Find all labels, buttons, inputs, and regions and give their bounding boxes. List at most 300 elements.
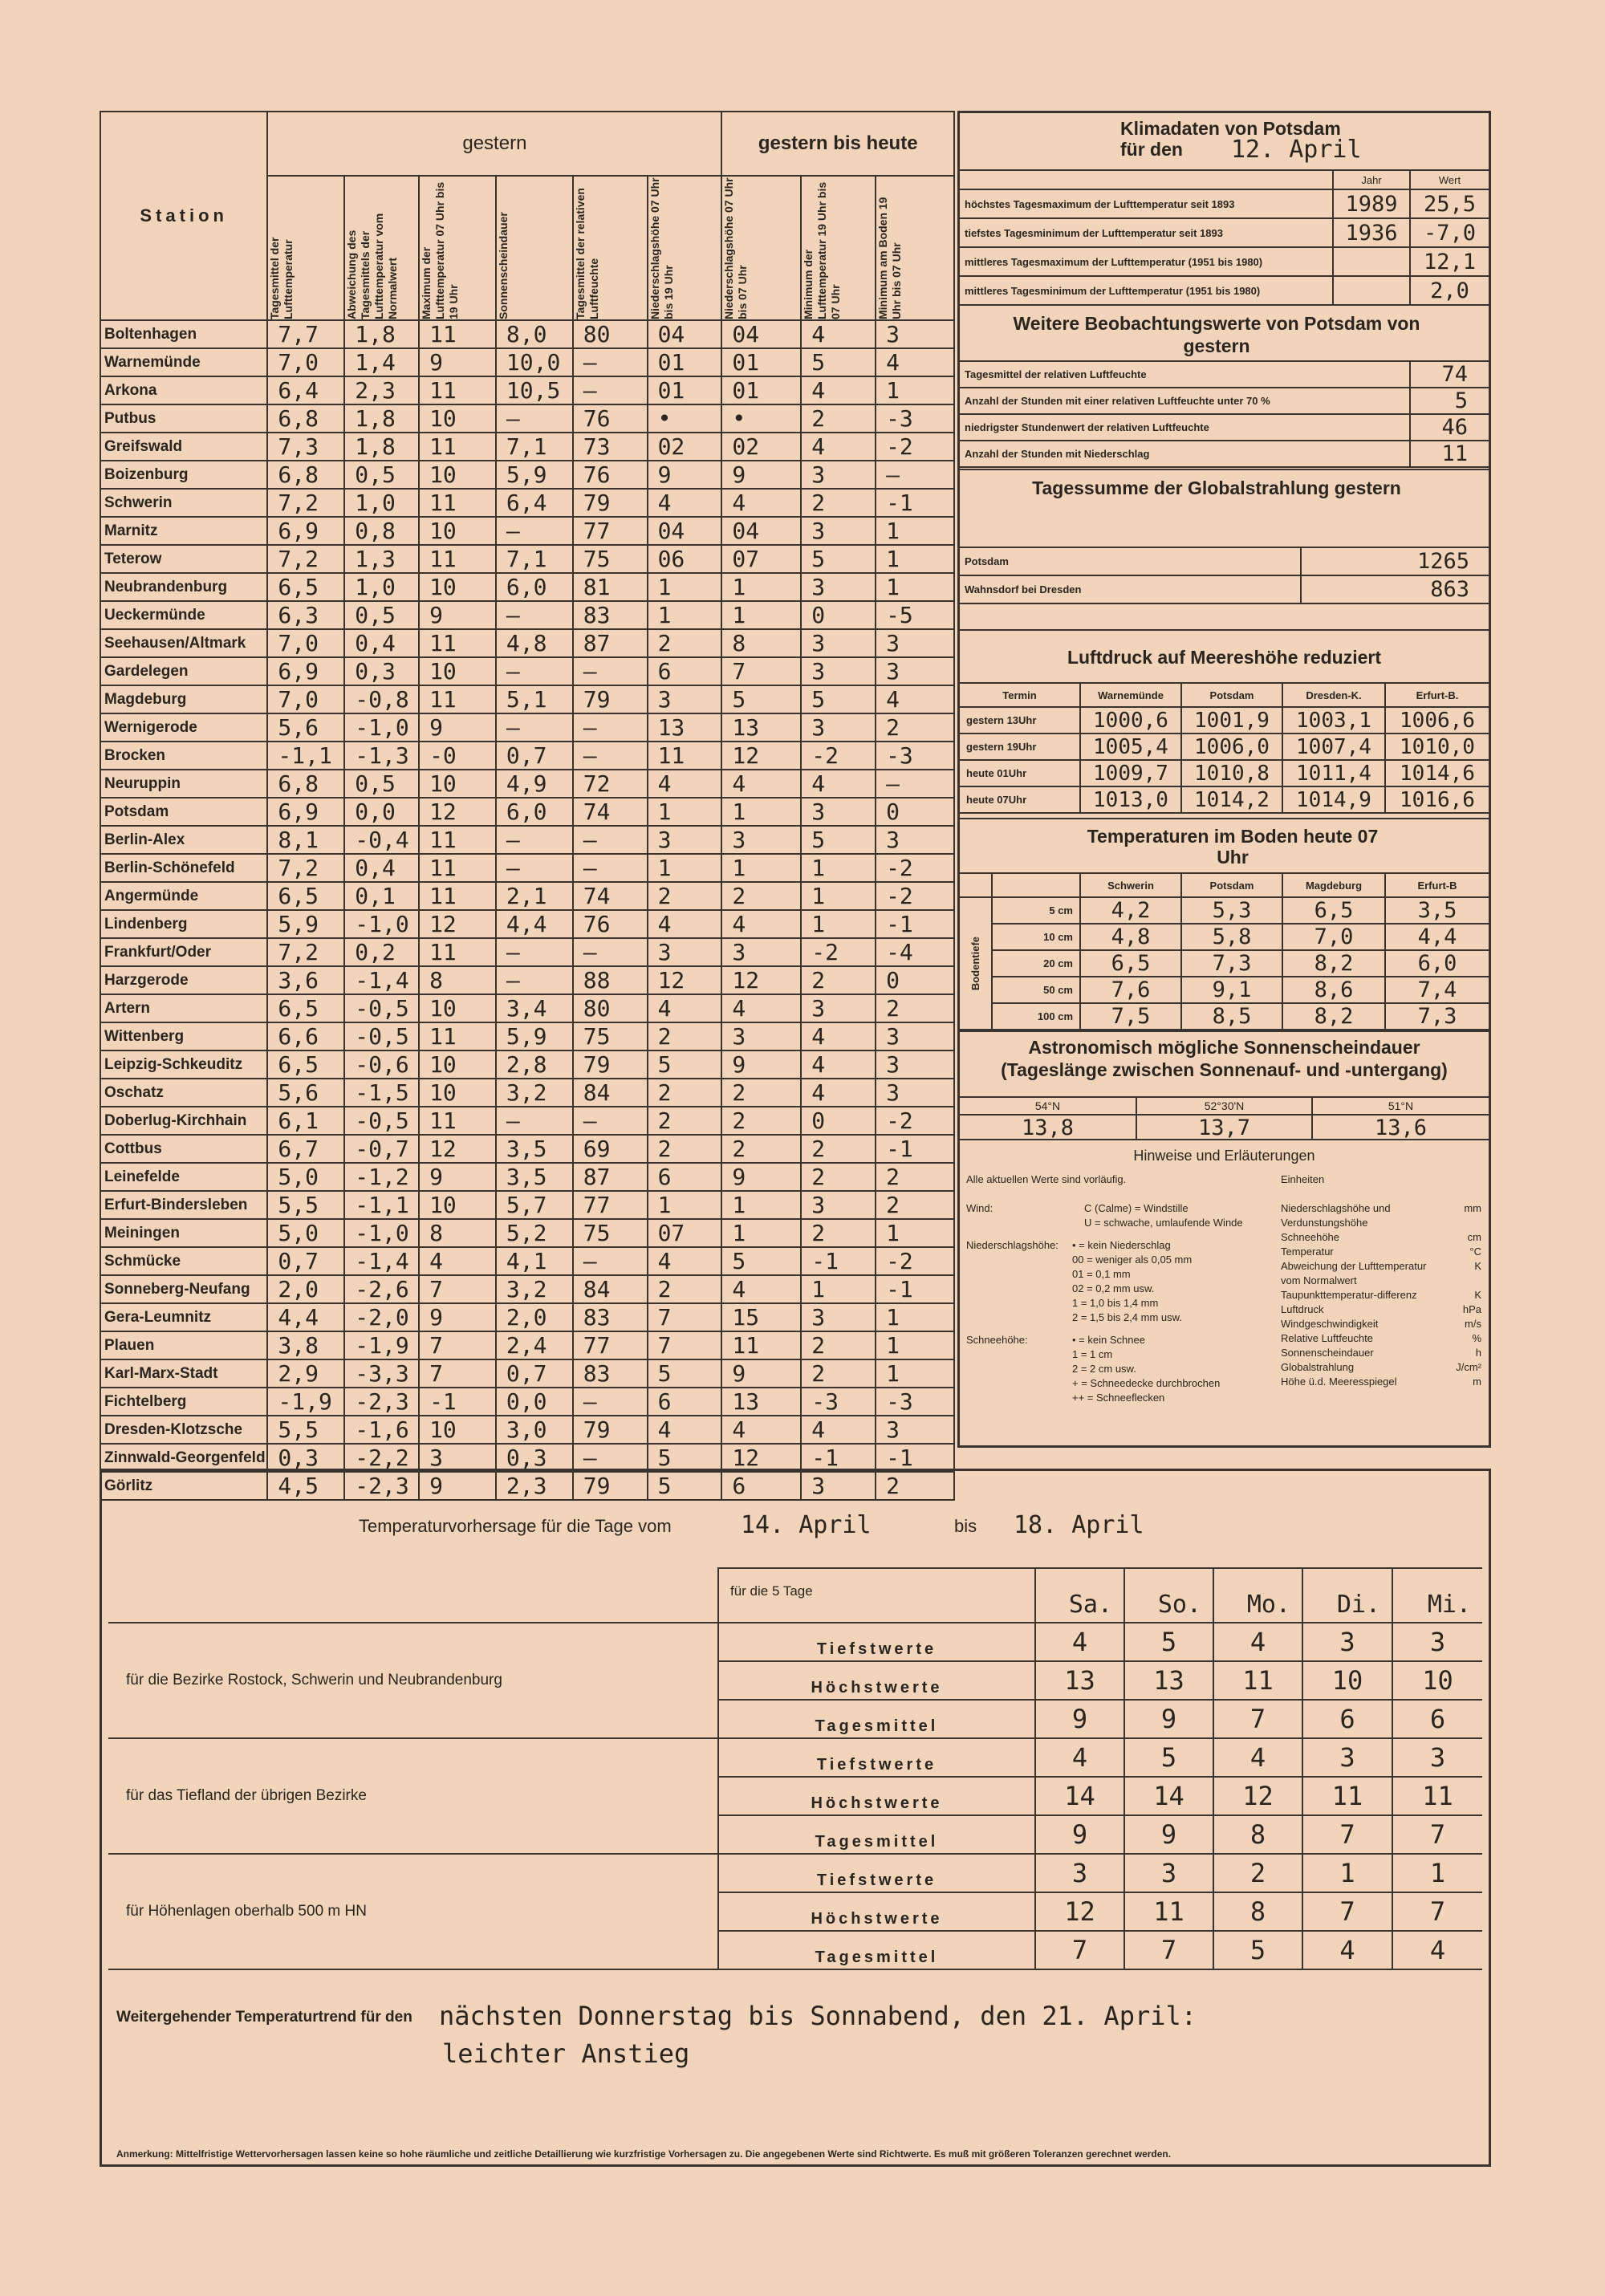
soil-row	[960, 950, 1489, 977]
station-value: -3	[876, 742, 954, 770]
station-value: 3	[801, 1472, 876, 1500]
station-name: Artern	[100, 994, 267, 1022]
station-value: 9	[721, 461, 801, 489]
station-value: 04	[721, 320, 801, 348]
station-value: 10	[419, 770, 496, 798]
station-value: 1	[721, 573, 801, 601]
station-row	[100, 1247, 954, 1275]
station-value: 5,9	[496, 461, 573, 489]
station-value: –	[573, 826, 648, 854]
station-value: 3	[648, 826, 722, 854]
station-value: 9	[721, 1050, 801, 1079]
column-header-3	[419, 176, 496, 320]
station-value: 3,8	[267, 1331, 344, 1359]
station-value: -2,3	[344, 1472, 419, 1500]
station-value: 12	[721, 1444, 801, 1472]
station-value: 1	[876, 376, 954, 404]
forecast-value: 3	[1392, 1738, 1482, 1777]
soil-depth: 10 cm	[992, 924, 1080, 950]
station-value: 1	[721, 601, 801, 629]
soil-depth-label-text: Bodentiefe	[969, 936, 981, 991]
notes-title: Hinweise und Erläuterungen	[1133, 1148, 1315, 1164]
pressure-value: 1010,8	[1181, 760, 1282, 786]
station-row	[100, 601, 954, 629]
station-value: -1	[876, 910, 954, 938]
further-obs-table	[960, 360, 1489, 468]
station-value: 7,2	[267, 854, 344, 882]
station-value: -1	[801, 1444, 876, 1472]
station-value: 9	[648, 461, 722, 489]
soil-value: 8,6	[1282, 977, 1385, 1003]
sunshine-subtitle: (Tageslänge zwischen Sonnenauf- und -untergang)	[1001, 1059, 1448, 1080]
station-value: 4	[801, 1079, 876, 1107]
station-name: Erfurt-Bindersleben	[100, 1191, 267, 1219]
forecast-title-prefix: Temperaturvorhersage für die Tage vom	[359, 1516, 672, 1536]
station-value: 10	[419, 1050, 496, 1079]
station-value: 4,1	[496, 1247, 573, 1275]
column-header-5	[573, 176, 648, 320]
station-name: Gera-Leumnitz	[100, 1303, 267, 1331]
station-value: 0	[801, 1107, 876, 1135]
station-value: 3	[801, 1303, 876, 1331]
station-value: 3,0	[496, 1416, 573, 1444]
forecast-value: 12	[1213, 1777, 1302, 1815]
forecast-value: 8	[1213, 1892, 1302, 1931]
station-value: 7,1	[496, 545, 573, 573]
station-value: –	[573, 854, 648, 882]
sunshine-value: 13,7	[1136, 1115, 1312, 1140]
station-value: 11	[419, 826, 496, 854]
group-yesterday-today: gestern bis heute	[721, 112, 954, 176]
station-value: 4,5	[267, 1472, 344, 1500]
forecast-value: 11	[1124, 1892, 1213, 1931]
soil-title: Temperaturen im Boden heute 07 Uhr	[1087, 826, 1379, 868]
station-value: 2	[876, 1472, 954, 1500]
station-value: 01	[721, 348, 801, 376]
station-value: 72	[573, 770, 648, 798]
station-value: 2	[801, 966, 876, 994]
station-value: 2	[648, 1135, 722, 1163]
station-value: -1,2	[344, 1163, 419, 1191]
station-value: 2	[876, 713, 954, 742]
unit-row	[1281, 1245, 1481, 1259]
soil-row	[960, 924, 1489, 950]
pressure-value: 1005,4	[1080, 734, 1181, 760]
station-value: 5	[721, 685, 801, 713]
radiation-label: Potsdam	[960, 547, 1301, 575]
station-value: -1,4	[344, 1247, 419, 1275]
station-value: 3	[801, 657, 876, 685]
station-value: 3,5	[496, 1163, 573, 1191]
station-value: 2	[801, 404, 876, 433]
forecast-value: 5	[1213, 1931, 1302, 1969]
station-value: 3	[876, 1022, 954, 1050]
station-value: -2	[801, 742, 876, 770]
station-name: Boltenhagen	[100, 320, 267, 348]
station-value: 7,0	[267, 629, 344, 657]
station-row	[100, 910, 954, 938]
station-name: Dresden-Klotzsche	[100, 1416, 267, 1444]
station-value: 10	[419, 461, 496, 489]
soil-section	[960, 819, 1489, 1032]
station-value: 4	[721, 1416, 801, 1444]
station-value: 11	[419, 489, 496, 517]
station-value: 87	[573, 1163, 648, 1191]
station-value: -1,0	[344, 713, 419, 742]
station-value: 4	[721, 770, 801, 798]
climate-title: Klimadaten von Potsdam	[1120, 118, 1341, 139]
station-value: –	[876, 461, 954, 489]
station-value: 1,8	[344, 320, 419, 348]
station-value: 11	[419, 1022, 496, 1050]
climate-row	[960, 218, 1489, 247]
station-value: 5	[648, 1444, 722, 1472]
station-value: 1	[876, 545, 954, 573]
unit-symbol: hPa	[1462, 1303, 1481, 1315]
station-value: 3,5	[496, 1135, 573, 1163]
station-value: -0,7	[344, 1135, 419, 1163]
soil-value: 7,6	[1080, 977, 1181, 1003]
station-value: 3	[801, 798, 876, 826]
forecast-value: 6	[1302, 1700, 1392, 1738]
station-value: 2	[876, 1163, 954, 1191]
station-value: -1,1	[344, 1191, 419, 1219]
forecast-section	[100, 1469, 1491, 2167]
notes-precip-line: 02 = 0,2 mm usw.	[1072, 1282, 1155, 1294]
station-value: 3	[876, 1416, 954, 1444]
station-value: 4	[801, 1416, 876, 1444]
station-value: 1	[648, 854, 722, 882]
station-value: 87	[573, 629, 648, 657]
station-value: 5,5	[267, 1191, 344, 1219]
station-value: 7,2	[267, 938, 344, 966]
forecast-day: So.	[1124, 1568, 1213, 1623]
station-row	[100, 742, 954, 770]
station-value: 8	[721, 629, 801, 657]
station-value: 11	[419, 629, 496, 657]
station-value: –	[573, 1247, 648, 1275]
station-value: 8,0	[496, 320, 573, 348]
station-value: -0,5	[344, 1107, 419, 1135]
station-value: 2	[721, 1079, 801, 1107]
station-value: 10,5	[496, 376, 573, 404]
station-value: 11	[419, 1107, 496, 1135]
station-name: Zinnwald-Georgenfeld	[100, 1444, 267, 1472]
station-row	[100, 404, 954, 433]
trend-text: leichter Anstieg	[442, 2038, 690, 2069]
station-value: 5,6	[267, 1079, 344, 1107]
soil-value: 5,3	[1181, 897, 1282, 924]
station-value: 84	[573, 1275, 648, 1303]
station-value: 8	[419, 966, 496, 994]
station-name: Teterow	[100, 545, 267, 573]
station-value: -1,5	[344, 1079, 419, 1107]
column-header-9	[876, 176, 954, 320]
station-value: 3	[648, 938, 722, 966]
soil-value: 8,5	[1181, 1003, 1282, 1030]
climate-row	[960, 276, 1489, 305]
obs-label: Anzahl der Stunden mit einer relativen Luftfeuchte unter 70 %	[960, 388, 1410, 414]
station-value: 9	[419, 1303, 496, 1331]
pressure-value: 1006,0	[1181, 734, 1282, 760]
station-name: Arkona	[100, 376, 267, 404]
station-value: 6,8	[267, 461, 344, 489]
station-value: 2	[648, 629, 722, 657]
pressure-title: Luftdruck auf Meereshöhe reduziert	[1067, 647, 1382, 668]
station-value: 01	[721, 376, 801, 404]
station-name: Berlin-Schönefeld	[100, 854, 267, 882]
notes-units-list	[1281, 1201, 1481, 1389]
forecast-value: 11	[1302, 1777, 1392, 1815]
station-value: 0	[876, 798, 954, 826]
station-value: 5,1	[496, 685, 573, 713]
climate-year: 1936	[1333, 218, 1410, 247]
station-table-wrap	[100, 111, 955, 1501]
station-value: 11	[419, 433, 496, 461]
station-value: 10	[419, 994, 496, 1022]
soil-header: Potsdam	[1181, 873, 1282, 897]
unit-symbol: m	[1473, 1376, 1481, 1388]
station-row	[100, 826, 954, 854]
station-value: 1	[648, 601, 722, 629]
climate-value: -7,0	[1410, 218, 1489, 247]
unit-name: Relative Luftfeuchte	[1281, 1332, 1373, 1344]
station-name: Brocken	[100, 742, 267, 770]
station-value: 77	[573, 517, 648, 545]
forecast-value: 7	[1302, 1892, 1392, 1931]
radiation-label: Wahnsdorf bei Dresden	[960, 575, 1301, 603]
column-header-1	[267, 176, 344, 320]
notes-precip-line: 1 = 1,0 bis 1,4 mm	[1072, 1297, 1159, 1309]
station-value: 6,5	[267, 1050, 344, 1079]
soil-value: 7,5	[1080, 1003, 1181, 1030]
notes-precip-line: 2 = 1,5 bis 2,4 mm usw.	[1072, 1311, 1182, 1323]
station-value: 0,4	[344, 854, 419, 882]
station-value: 2	[801, 1331, 876, 1359]
sunshine-value: 13,8	[960, 1115, 1136, 1140]
station-value: -3	[876, 404, 954, 433]
forecast-row-label: Höchstwerte	[718, 1661, 1035, 1700]
station-value: 83	[573, 1359, 648, 1388]
station-value: 0,5	[344, 601, 419, 629]
climate-label: höchstes Tagesmaximum der Lufttemperatur seit 1893	[960, 189, 1333, 218]
station-value: 5,0	[267, 1219, 344, 1247]
station-value: 4	[801, 320, 876, 348]
forecast-value: 4	[1392, 1931, 1482, 1969]
station-value: 6,0	[496, 573, 573, 601]
station-row	[100, 1303, 954, 1331]
station-value: 73	[573, 433, 648, 461]
forecast-row-label: Tagesmittel	[718, 1815, 1035, 1854]
station-value: 11	[419, 685, 496, 713]
station-name: Cottbus	[100, 1135, 267, 1163]
station-value: 7,7	[267, 320, 344, 348]
station-value: 2,1	[496, 882, 573, 910]
station-value: -2	[876, 882, 954, 910]
station-value: –	[573, 348, 648, 376]
pressure-table	[960, 682, 1489, 814]
station-name: Magdeburg	[100, 685, 267, 713]
station-value: 9	[419, 348, 496, 376]
forecast-table	[108, 1567, 1482, 1970]
soil-depth: 50 cm	[992, 977, 1080, 1003]
station-value: 01	[648, 376, 722, 404]
notes-precip-line: • = kein Niederschlag	[1072, 1239, 1171, 1251]
sunshine-section	[960, 1032, 1489, 1140]
station-value: -1,3	[344, 742, 419, 770]
climate-year	[1333, 247, 1410, 276]
station-value: –	[573, 1388, 648, 1416]
station-name: Marnitz	[100, 517, 267, 545]
station-value: -1	[876, 1275, 954, 1303]
station-value: 1	[876, 1303, 954, 1331]
station-name: Wittenberg	[100, 1022, 267, 1050]
station-value: 9	[419, 1472, 496, 1500]
station-value: 2,4	[496, 1331, 573, 1359]
station-value: 1,4	[344, 348, 419, 376]
climate-col-value: Wert	[1410, 170, 1489, 189]
forecast-for-5-days: für die 5 Tage	[718, 1568, 1035, 1623]
station-value: 0	[876, 966, 954, 994]
station-value: 12	[419, 910, 496, 938]
soil-row	[960, 897, 1489, 924]
station-value: 10	[419, 404, 496, 433]
station-value: -1	[419, 1388, 496, 1416]
unit-name: Windgeschwindigkeit	[1281, 1318, 1379, 1330]
station-value: 4	[648, 770, 722, 798]
station-value: 9	[419, 713, 496, 742]
station-name: Leinefelde	[100, 1163, 267, 1191]
pressure-value: 1014,9	[1282, 786, 1385, 813]
station-value: 2	[801, 1135, 876, 1163]
station-value: 5,6	[267, 713, 344, 742]
forecast-region: für die Bezirke Rostock, Schwerin und Neubrandenburg	[108, 1623, 718, 1738]
station-value: 3	[876, 1079, 954, 1107]
station-value: 1	[876, 1331, 954, 1359]
pressure-value: 1010,0	[1385, 734, 1489, 760]
pressure-value: 1001,9	[1181, 707, 1282, 734]
station-value: 15	[721, 1303, 801, 1331]
soil-depth: 100 cm	[992, 1003, 1080, 1030]
station-value: 5	[648, 1359, 722, 1388]
station-value: 1,0	[344, 573, 419, 601]
forecast-row	[108, 1854, 1482, 1892]
station-value: 3,4	[496, 994, 573, 1022]
global-radiation-section	[960, 470, 1489, 631]
station-value: 0,7	[496, 742, 573, 770]
station-row	[100, 1022, 954, 1050]
soil-depth-label	[960, 897, 992, 1030]
station-value: 7	[419, 1331, 496, 1359]
station-value: –	[496, 657, 573, 685]
unit-row	[1281, 1331, 1481, 1346]
station-value: -2	[876, 854, 954, 882]
station-value: 4	[648, 994, 722, 1022]
forecast-value: 9	[1035, 1700, 1124, 1738]
station-value: 6,9	[267, 517, 344, 545]
forecast-value: 9	[1124, 1815, 1213, 1854]
global-radiation-table	[960, 547, 1489, 604]
station-value: 0,3	[496, 1444, 573, 1472]
station-value: 7,0	[267, 685, 344, 713]
station-value: 6,5	[267, 882, 344, 910]
soil-value: 6,5	[1282, 897, 1385, 924]
notes-precip-line: 01 = 0,1 mm	[1072, 1268, 1131, 1280]
station-row	[100, 713, 954, 742]
forecast-value: 10	[1392, 1661, 1482, 1700]
pressure-header: Termin	[960, 683, 1080, 707]
climate-value: 2,0	[1410, 276, 1489, 305]
station-row	[100, 573, 954, 601]
station-value: 1	[721, 1191, 801, 1219]
station-value: 13	[721, 1388, 801, 1416]
column-header-text: Maximum der Lufttemperatur 07 Uhr bis 19 Uhr	[420, 181, 461, 319]
station-value: 0,2	[344, 938, 419, 966]
column-header-4	[496, 176, 573, 320]
soil-header: Erfurt-B	[1385, 873, 1489, 897]
station-value: -3	[801, 1388, 876, 1416]
station-value: 3	[801, 994, 876, 1022]
forecast-to: 18. April	[1014, 1511, 1144, 1539]
radiation-row	[960, 547, 1489, 575]
notes-units-title: Einheiten	[1281, 1173, 1325, 1185]
station-value: 4	[801, 376, 876, 404]
station-value: 2	[801, 1359, 876, 1388]
station-value: 07	[648, 1219, 722, 1247]
station-value: 10	[419, 517, 496, 545]
station-value: 01	[648, 348, 722, 376]
forecast-value: 3	[1124, 1854, 1213, 1892]
station-value: 75	[573, 1219, 648, 1247]
station-value: 11	[648, 742, 722, 770]
station-value: -1,9	[267, 1388, 344, 1416]
station-name: Warnemünde	[100, 348, 267, 376]
column-header-text: Tagesmittel der relativen Luftfeuchte	[573, 188, 600, 319]
climate-label: mittleres Tagesminimum der Lufttemperatur (1951 bis 1980)	[960, 276, 1333, 305]
station-value: -2	[876, 433, 954, 461]
station-value: -5	[876, 601, 954, 629]
climate-label: tiefstes Tagesminimum der Lufttemperatur seit 1893	[960, 218, 1333, 247]
station-name: Schwerin	[100, 489, 267, 517]
station-value: •	[721, 404, 801, 433]
station-value: 4,4	[496, 910, 573, 938]
station-value: 7	[419, 1359, 496, 1388]
station-name: Leipzig-Schkeuditz	[100, 1050, 267, 1079]
station-name: Angermünde	[100, 882, 267, 910]
column-header-2	[344, 176, 419, 320]
station-value: 2	[648, 1275, 722, 1303]
pressure-header: Warnemünde	[1080, 683, 1181, 707]
station-value: 10	[419, 1191, 496, 1219]
station-value: 3	[721, 938, 801, 966]
station-value: 2	[721, 1107, 801, 1135]
forecast-row	[108, 1738, 1482, 1777]
station-value: 5,5	[267, 1416, 344, 1444]
station-value: 2	[801, 1163, 876, 1191]
pressure-value: 1003,1	[1282, 707, 1385, 734]
unit-row	[1281, 1360, 1481, 1375]
station-table	[100, 111, 955, 1501]
station-value: 2,9	[267, 1359, 344, 1388]
climate-section	[960, 113, 1489, 306]
station-row	[100, 433, 954, 461]
station-value: 76	[573, 461, 648, 489]
forecast-value: 7	[1392, 1815, 1482, 1854]
station-value: -1	[801, 1247, 876, 1275]
station-value: 2,3	[496, 1472, 573, 1500]
station-value: 04	[721, 517, 801, 545]
station-row	[100, 1331, 954, 1359]
